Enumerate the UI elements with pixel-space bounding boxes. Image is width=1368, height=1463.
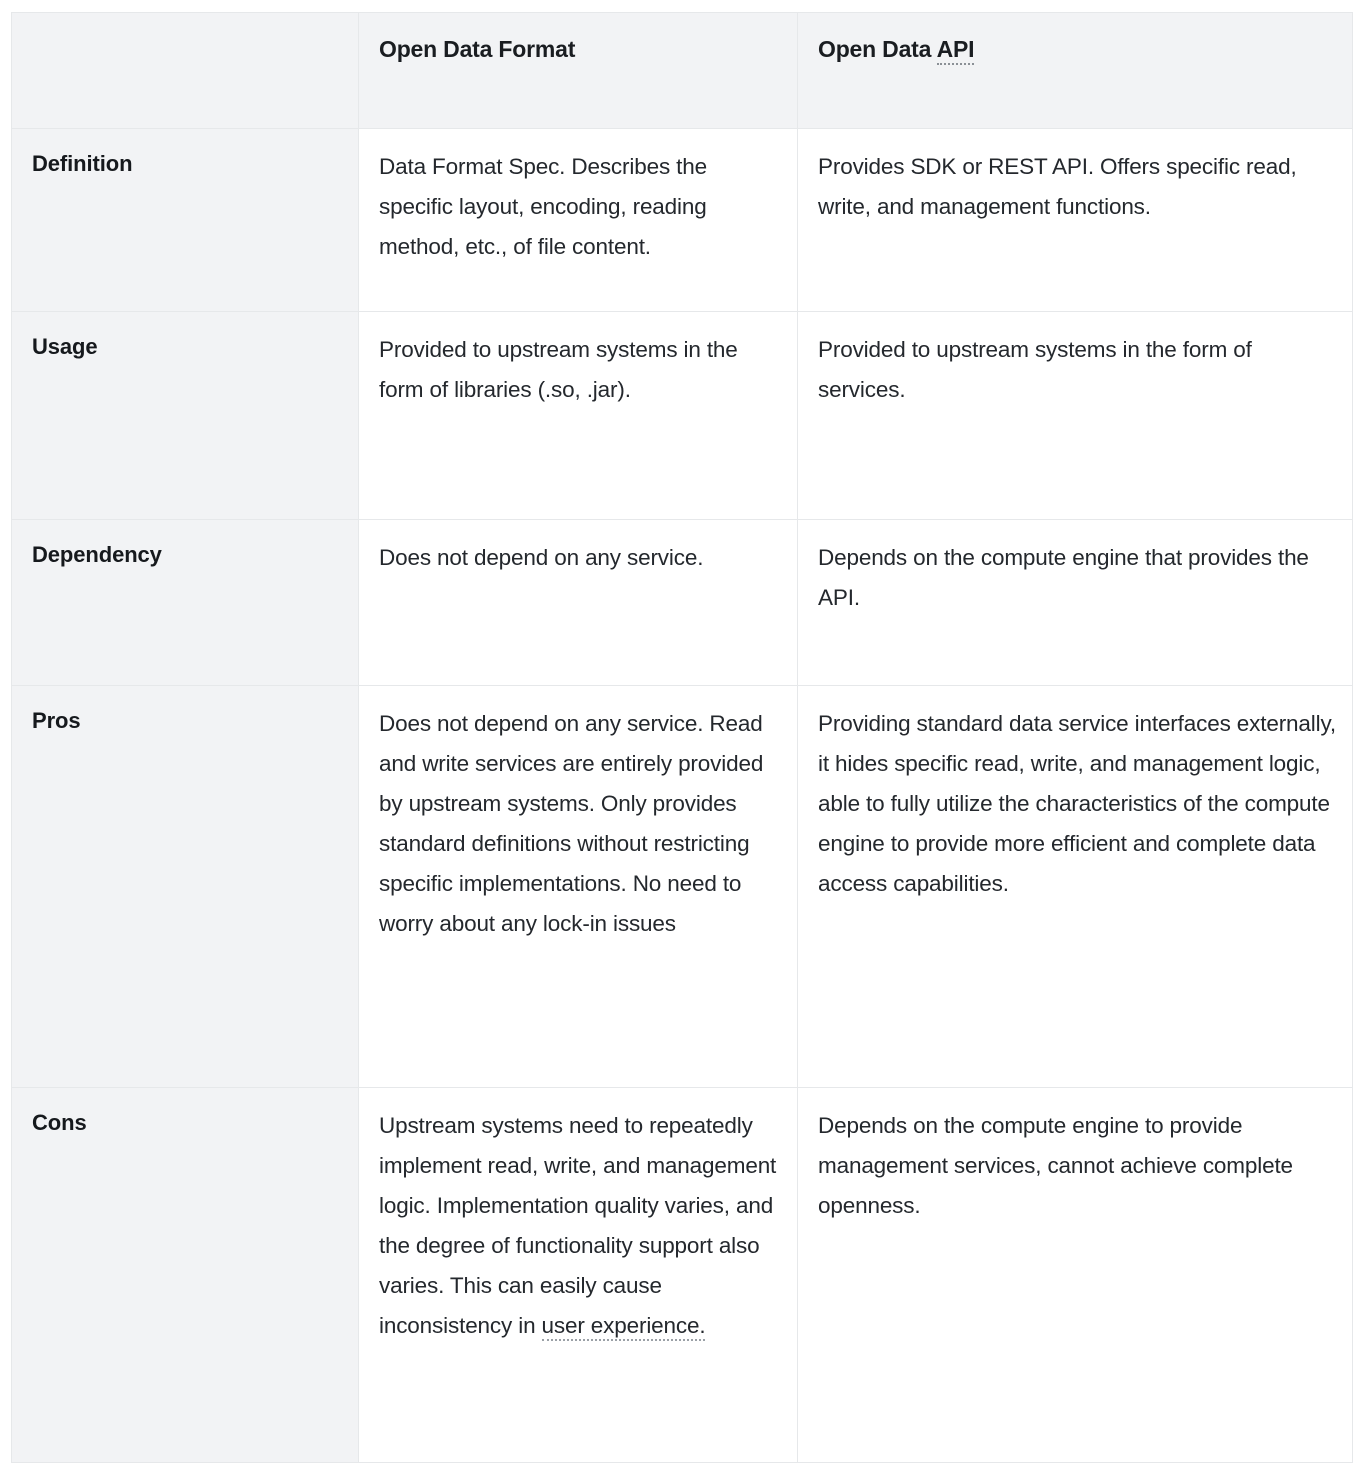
cell-pros-api: Providing standard data service interfaces externally, it hides specific read, write, and management logic, able to fully utilize the characteristics of the compute engine to provide more efficient and complete data access capabilities. <box>798 686 1353 1088</box>
cell-usage-format: Provided to upstream systems in the form of libraries (.so, .jar). <box>359 312 798 520</box>
table-header <box>12 13 1353 129</box>
row-label-definition: Definition <box>12 129 359 312</box>
cell-definition-api: Provides SDK or REST API. Offers specific read, write, and management functions. <box>798 129 1353 312</box>
cell-usage-api: Provided to upstream systems in the form of services. <box>798 312 1353 520</box>
cell-cons-api: Depends on the compute engine to provide management services, cannot achieve complete openness. <box>798 1088 1353 1463</box>
row-label-usage: Usage <box>12 312 359 520</box>
cell-pros-format: Does not depend on any service. Read and write services are entirely provided by upstream systems. Only provides standard definitions without restricting specific implementations. No need to worry about any lock-in issues <box>359 686 798 1088</box>
table-body <box>12 129 1353 1463</box>
column-header-blank <box>12 13 359 129</box>
column-header-open-data-format: Open Data Format <box>359 13 798 129</box>
comparison-table <box>11 12 1353 1463</box>
cell-cons-format <box>359 1088 798 1463</box>
cell-cons-annotated-phrase: user experience. <box>542 1313 706 1341</box>
table-row <box>12 312 1353 520</box>
table-header-row <box>12 13 1353 129</box>
cell-dependency-api: Depends on the compute engine that provides the API. <box>798 520 1353 686</box>
table-row <box>12 1088 1353 1463</box>
row-label-pros: Pros <box>12 686 359 1088</box>
comparison-table-container <box>11 12 1352 1463</box>
cell-cons-format-text: Upstream systems need to repeatedly implement read, write, and management logic. Implementation quality varies, and the degree of functionality support also varies. This can easily cause inconsistency in <box>379 1113 777 1338</box>
table-row <box>12 129 1353 312</box>
row-label-dependency: Dependency <box>12 520 359 686</box>
cell-dependency-format: Does not depend on any service. <box>359 520 798 686</box>
column-header-api-abbr: API <box>937 36 975 65</box>
table-row <box>12 520 1353 686</box>
column-header-open-data-api-text: Open Data <box>818 36 937 62</box>
cell-definition-format: Data Format Spec. Describes the specific layout, encoding, reading method, etc., of file content. <box>359 129 798 312</box>
column-header-open-data-api <box>798 13 1353 129</box>
table-row <box>12 686 1353 1088</box>
row-label-cons: Cons <box>12 1088 359 1463</box>
